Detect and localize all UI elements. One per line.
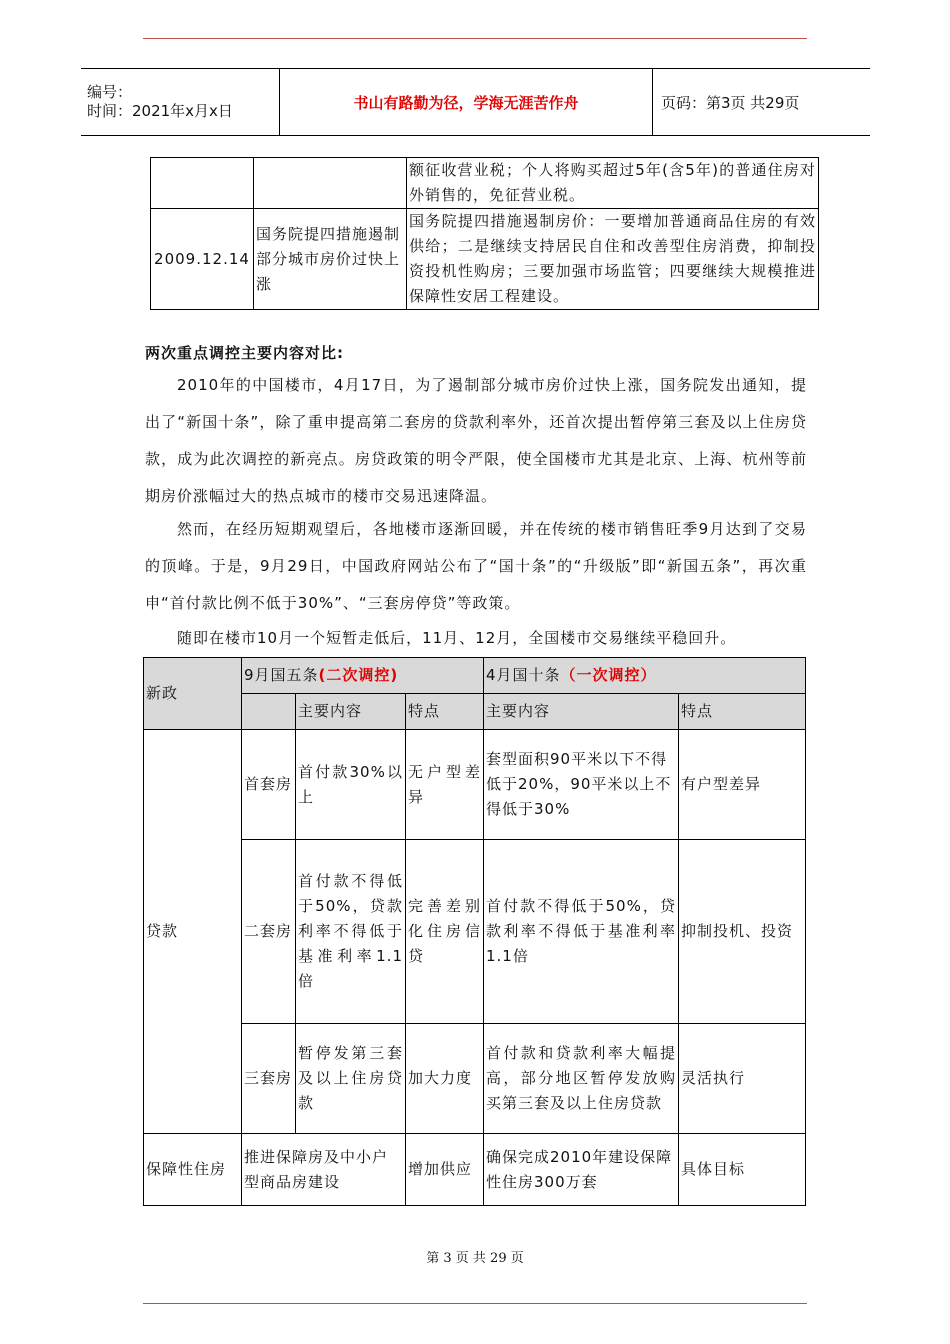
table-row <box>144 730 806 840</box>
title-cell <box>254 158 407 209</box>
empty-cell <box>242 694 296 730</box>
page-header <box>81 68 870 136</box>
apr-content: 首付款和贷款利率大幅提高，部分地区暂停发放购买第三套及以上住房贷款 <box>484 1024 679 1134</box>
date-cell: 2009.12.14 <box>151 209 254 310</box>
sept-feature: 增加供应 <box>406 1134 484 1206</box>
apr-feature: 灵活执行 <box>679 1024 806 1134</box>
top-rule <box>143 38 807 39</box>
house-type: 二套房 <box>242 840 296 1024</box>
section-heading: 两次重点调控主要内容对比: <box>145 344 344 362</box>
sept-tag: (二次调控) <box>318 666 399 684</box>
bottom-rule <box>143 1303 807 1304</box>
apr-content: 套型面积90平米以下不得低于20%，90平米以上不得低于30% <box>484 730 679 840</box>
sept-header <box>242 658 484 694</box>
table-row <box>144 694 806 730</box>
corner-cell: 新政 <box>144 658 242 730</box>
col-header: 特点 <box>679 694 806 730</box>
sept-content: 首付款30%以上 <box>296 730 406 840</box>
housing-label: 保障性住房 <box>144 1134 242 1206</box>
apr-feature: 有户型差异 <box>679 730 806 840</box>
sept-feature: 加大力度 <box>406 1024 484 1134</box>
apr-tag: （一次调控） <box>560 666 657 684</box>
col-header: 主要内容 <box>296 694 406 730</box>
page-footer: 第 3 页 共 29 页 <box>426 1251 524 1266</box>
col-header: 特点 <box>406 694 484 730</box>
table-row <box>144 1024 806 1134</box>
loan-label: 贷款 <box>144 730 242 1134</box>
content-cell: 国务院提四措施遏制房价：一要增加普通商品住房的有效供给；二是继续支持居民自住和改善型住房消费，抑制投资投机性购房；三要加强市场监管；四要继续大规模推进保障性安居工程建设。 <box>407 209 819 310</box>
date-cell <box>151 158 254 209</box>
table-row <box>151 209 819 310</box>
number-label: 编号： <box>87 83 133 101</box>
header-meta <box>81 69 280 136</box>
time-label: 时间：2021年x月x日 <box>87 102 233 120</box>
table-row <box>144 840 806 1024</box>
apr-feature: 抑制投机、投资 <box>679 840 806 1024</box>
sept-content: 推进保障房及中小户型商品房建设 <box>242 1134 406 1206</box>
sept-content: 首付款不得低于50%，贷款利率不得低于基准利率1.1倍 <box>296 840 406 1024</box>
policy-table <box>150 157 819 310</box>
motto: 书山有路勤为径，学海无涯苦作舟 <box>280 69 653 136</box>
content-cell: 额征收营业税；个人将购买超过5年(含5年)的普通住房对外销售的，免征营业税。 <box>407 158 819 209</box>
sept-feature: 无户型差异 <box>406 730 484 840</box>
house-type: 首套房 <box>242 730 296 840</box>
sept-content: 暂停发第三套及以上住房贷款 <box>296 1024 406 1134</box>
table-row <box>144 658 806 694</box>
col-header: 主要内容 <box>484 694 679 730</box>
apr-title: 4月国十条 <box>486 666 561 684</box>
house-type: 三套房 <box>242 1024 296 1134</box>
table-row <box>144 1134 806 1206</box>
paragraph: 2010年的中国楼市，4月17日，为了遏制部分城市房价过快上涨，国务院发出通知，提出了“新国十条”，除了重申提高第二套房的贷款利率外，还首次提出暂停第三套及以上住房贷款，成为此次调控的新亮点。房贷政策的明令严限，使全国楼市尤其是北京、上海、杭州等前期房价涨幅过大的热点城市的楼市交易迅速降温。 <box>145 376 807 505</box>
paragraph: 然而，在经历短期观望后，各地楼市逐渐回暖，并在传统的楼市销售旺季9月达到了交易的顶峰。于是，9月29日，中国政府网站公布了“国十条”的“升级版”即“新国五条”，再次重申“首付款比例不低于30%”、“三套房停贷”等政策。 <box>145 520 807 612</box>
apr-content: 确保完成2010年建设保障性住房300万套 <box>484 1134 679 1206</box>
comparison-table <box>143 657 806 1206</box>
table-row <box>151 158 819 209</box>
sept-feature: 完善差别化住房信贷 <box>406 840 484 1024</box>
apr-feature: 具体目标 <box>679 1134 806 1206</box>
page-info: 页码：第3页 共29页 <box>653 69 871 136</box>
title-cell: 国务院提四措施遏制部分城市房价过快上涨 <box>254 209 407 310</box>
apr-content: 首付款不得低于50%，贷款利率不得低于基准利率1.1倍 <box>484 840 679 1024</box>
paragraph: 随即在楼市10月一个短暂走低后，11月、12月，全国楼市交易继续平稳回升。 <box>177 629 737 647</box>
apr-header <box>484 658 806 694</box>
sept-title: 9月国五条 <box>244 666 319 684</box>
